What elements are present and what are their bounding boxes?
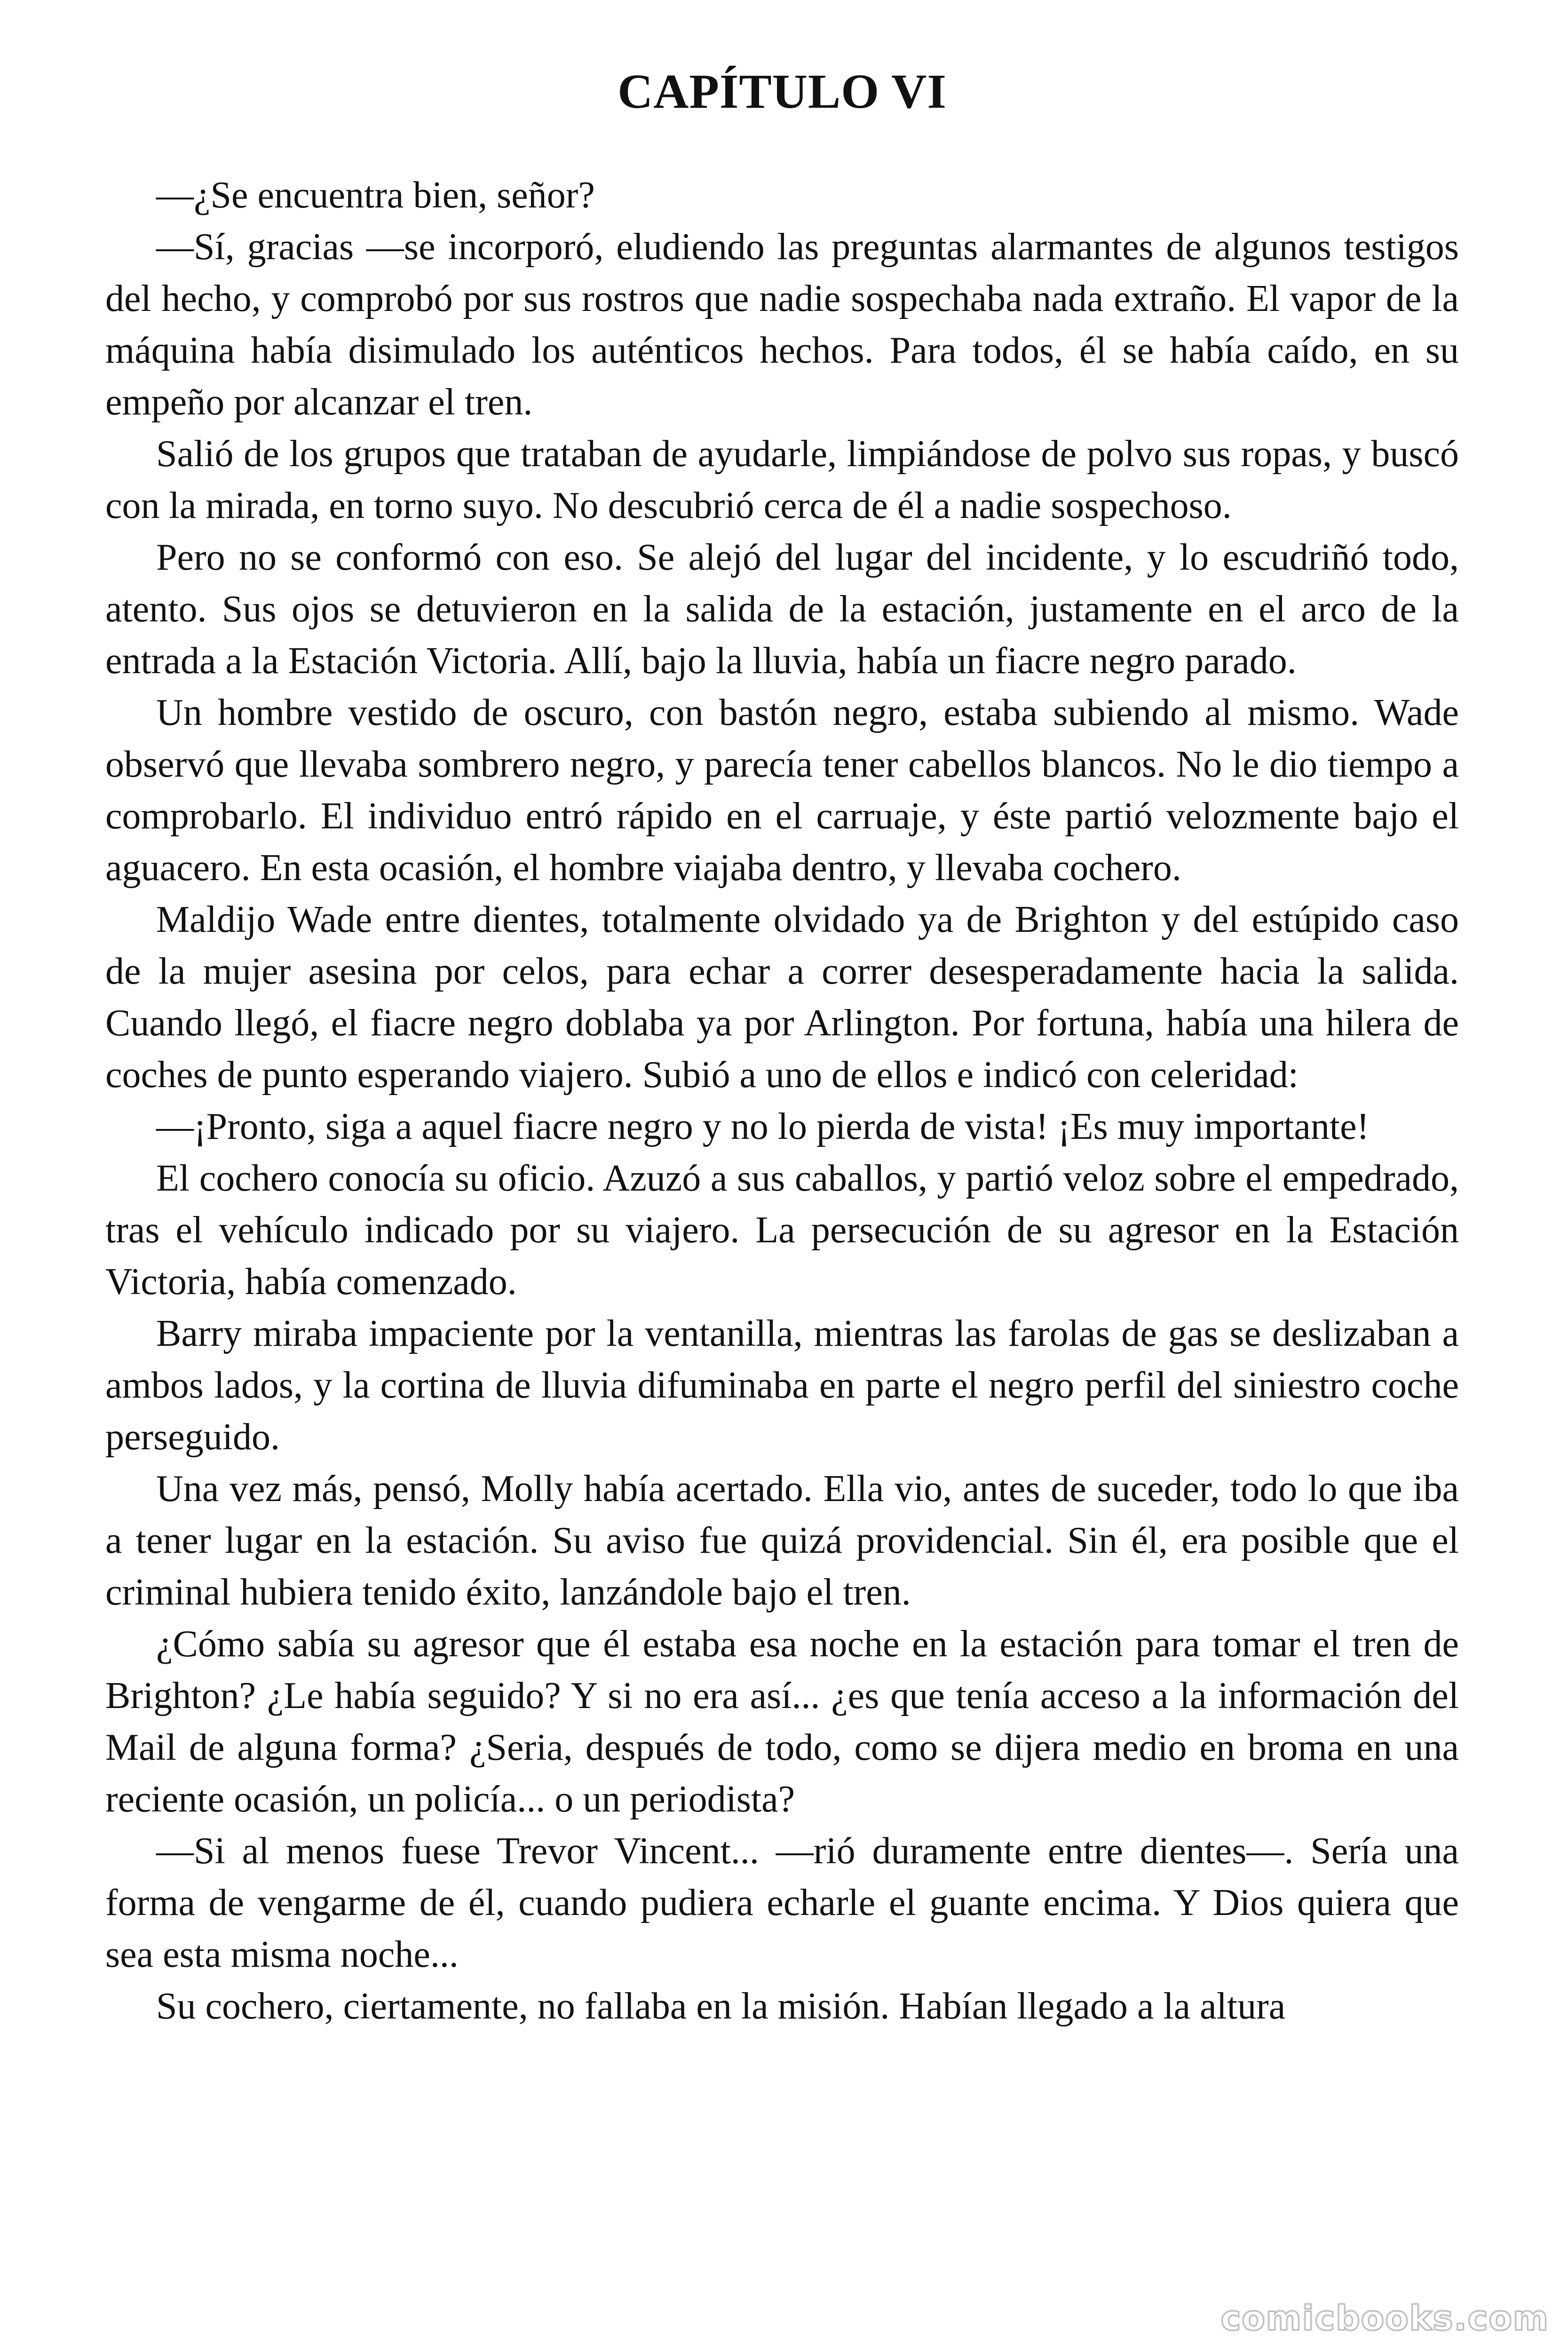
paragraph: Pero no se conformó con eso. Se alejó del lugar del incidente, y lo escudriñó todo, atento. Sus ojos se detuvieron en la salida de la estación, justamente en el arco de la entrada a la Estación Victoria. Allí, bajo la lluvia, había un fiacre negro parado. bbox=[105, 537, 1459, 682]
paragraph: Un hombre vestido de oscuro, con bastón negro, estaba subiendo al mismo. Wade observó que llevaba sombrero negro, y parecía tener cabellos blancos. No le dio tiempo a comprobarlo. El individuo entró rápido en el carruaje, y éste partió velozmente bajo el aguacero. En esta ocasión, el hombre viajaba dentro, y llevaba cochero. bbox=[105, 692, 1459, 889]
paragraph: —Sí, gracias —se incorporó, eludiendo las preguntas alarmantes de algunos testigos del hecho, y comprobó por sus rostros que nadie sospechaba nada extraño. El vapor de la máquina había disimulado los auténticos hechos. Para todos, él se había caído, en su empeño por alcanzar el tren. bbox=[105, 226, 1459, 423]
paragraph: El cochero conocía su oficio. Azuzó a sus caballos, y partió veloz sobre el empedrado, tras el vehículo indicado por su viajero. La persecución de su agresor en la Estación Victoria, había comenzado. bbox=[105, 1158, 1459, 1303]
paragraph: —¿Se encuentra bien, señor? bbox=[156, 175, 595, 216]
paragraph: Una vez más, pensó, Molly había acertado. Ella vio, antes de suceder, todo lo que iba a tener lugar en la estación. Su aviso fue quizá providencial. Sin él, era posible que el criminal hubiera tenido éxito, lanzándole bajo el tren. bbox=[105, 1468, 1459, 1613]
paragraph: —¡Pronto, siga a aquel fiacre negro y no lo pierda de vista! ¡Es muy importante! bbox=[156, 1106, 1370, 1147]
paragraph: Su cochero, ciertamente, no fallaba en la misión. Habían llegado a la altura bbox=[156, 1986, 1286, 2027]
paragraph: Barry miraba impaciente por la ventanilla, mientras las farolas de gas se deslizaban a ambos lados, y la cortina de lluvia difuminaba en parte el negro perfil del siniestro coche perseguido. bbox=[105, 1313, 1459, 1458]
paragraph: Maldijo Wade entre dientes, totalmente olvidado ya de Brighton y del estúpido caso de la mujer asesina por celos, para echar a correr desesperadamente hacia la salida. Cuando llegó, el fiacre negro doblaba ya por Arlington. Por fortuna, había una hilera de coches de punto esperando viajero. Subió a uno de ellos e indicó con celeridad: bbox=[105, 899, 1459, 1096]
watermark-logo: comicbooks.com bbox=[1220, 2298, 1549, 2338]
chapter-title: CAPÍTULO VI bbox=[618, 64, 947, 119]
paragraph: Salió de los grupos que trataban de ayudarle, limpiándose de polvo sus ropas, y buscó con la mirada, en torno suyo. No descubrió cerca de él a nadie sospechoso. bbox=[105, 433, 1459, 526]
paragraph: ¿Cómo sabía su agresor que él estaba esa noche en la estación para tomar el tren de Brighton? ¿Le había seguido? Y si no era así... ¿es que tenía acceso a la información del Mail de alguna forma? ¿Seria, después de todo, como se dijera medio en broma en una reciente ocasión, un policía... o un periodista? bbox=[105, 1623, 1459, 1820]
paragraph: —Si al menos fuese Trevor Vincent... —rió duramente entre dientes—. Sería una forma de vengarme de él, cuando pudiera echarle el guante encima. Y Dios quiera que sea esta misma noche... bbox=[105, 1830, 1459, 1975]
book-page bbox=[105, 61, 1459, 2032]
chapter-body bbox=[105, 169, 1459, 2032]
